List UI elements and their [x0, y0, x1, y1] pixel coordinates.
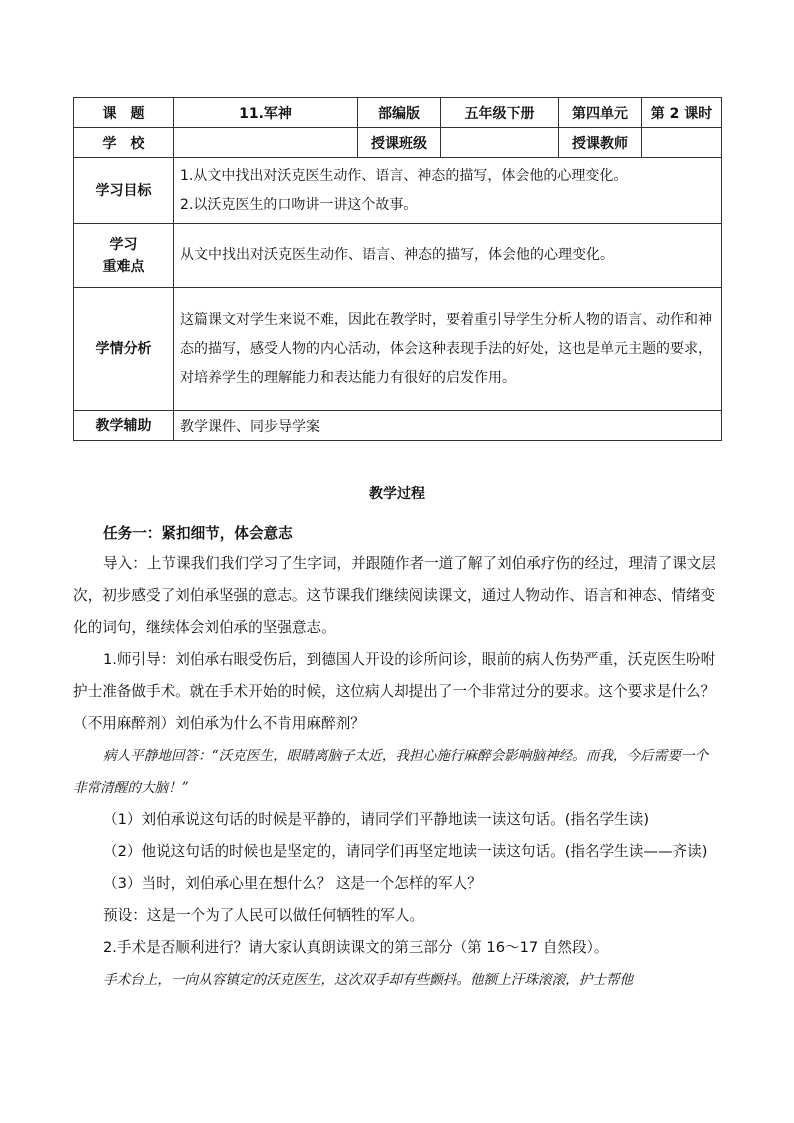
analysis-text: 这篇课文对学生来说不难，因此在教学时，要着重引导学生分析人物的语言、动作和神态的描写，感受人物的内心活动，体会这种表现手法的好处，这也是单元主题的要求，对培养学生的理解能力和表达能力有很好的启发作用。 [174, 288, 722, 411]
period: 第 2 课时 [642, 98, 722, 128]
question-1: （1）刘伯承说这句话的时候是平静的，请同学们平静地读一读这句话。(指名学生读) [103, 811, 650, 828]
step-1-paragraph: 1.师引导：刘伯承右眼受伤后，到德国人开设的诊所问诊，眼前的病人伤势严重，沃克医生吩咐护士准备做手术。就在手术开始的时候，这位病人却提出了一个非常过分的要求。这个要求是什么？（不用麻醉剂）刘伯承为什么不肯用麻醉剂？ [73, 651, 716, 732]
table-row-lesson [74, 98, 722, 128]
question-3: （3）当时，刘伯承心里在想什么？ 这是一个怎样的军人？ [103, 875, 482, 892]
task-heading: 任务一：紧扣细节，体会意志 [103, 525, 293, 542]
lesson-process [73, 520, 721, 996]
lesson-info-table [73, 97, 722, 441]
preset-answer: 预设：这是一个为了人民可以做任何牺牲的军人。 [103, 907, 425, 924]
step-2-paragraph: 2.手术是否顺利进行？请大家认真朗读课文的第三部分（第 16～17 自然段）。 [103, 939, 609, 956]
class-label: 授课班级 [358, 128, 441, 158]
table-row-analysis [74, 288, 722, 411]
lesson-title: 11.军神 [174, 98, 358, 128]
table-row-goals [74, 158, 722, 224]
goal-item: 2.以沃克医生的口吻讲一讲这个故事。 [180, 196, 418, 213]
grade: 五年级下册 [441, 98, 559, 128]
intro-paragraph: 导入：上节课我们我们学习了生字词，并跟随作者一道了解了刘伯承疗伤的经过，理清了课文层次，初步感受了刘伯承坚强的意志。这节课我们继续阅读课文，通过人物动作、语言和神态、情绪变化的词句，继续体会刘伯承的坚强意志。 [73, 555, 716, 636]
goal-item: 1.从文中找出对沃克医生动作、语言、神态的描写，体会他的心理变化。 [180, 167, 628, 184]
table-row-school [74, 128, 722, 158]
aids-text: 教学课件、同步导学案 [174, 411, 722, 441]
question-2: （2）他说这句话的时候也是坚定的，请同学们再坚定地读一读这句话。(指名学生读——齐读) [103, 843, 708, 860]
class-value [441, 128, 559, 158]
text-quote: 手术台上，一向从容镇定的沃克医生，这次双手却有些颤抖。他额上汗珠滚滚，护士帮他 [103, 972, 634, 988]
aids-label: 教学辅助 [74, 411, 174, 441]
key-points-label [74, 224, 174, 288]
edition: 部编版 [358, 98, 441, 128]
subject-label: 课 题 [74, 98, 174, 128]
text-quote: 病人平静地回答：“沃克医生，眼睛离脑子太近，我担心施行麻醉会影响脑神经。而我，今后需要一个非常清醒的大脑！” [73, 748, 709, 796]
key-points-text: 从文中找出对沃克医生动作、语言、神态的描写，体会他的心理变化。 [174, 224, 722, 288]
school-value [174, 128, 358, 158]
teacher-label: 授课教师 [559, 128, 642, 158]
table-row-aids [74, 411, 722, 441]
table-row-key-points [74, 224, 722, 288]
goals-content [174, 158, 722, 224]
goals-label: 学习目标 [74, 158, 174, 224]
section-title: 教学过程 [369, 486, 425, 502]
key-points-label-line1: 学习 [109, 236, 138, 253]
teacher-value [642, 128, 722, 158]
key-points-label-line2: 重难点 [102, 258, 145, 275]
analysis-label: 学情分析 [74, 288, 174, 411]
unit: 第四单元 [559, 98, 642, 128]
school-label: 学 校 [74, 128, 174, 158]
